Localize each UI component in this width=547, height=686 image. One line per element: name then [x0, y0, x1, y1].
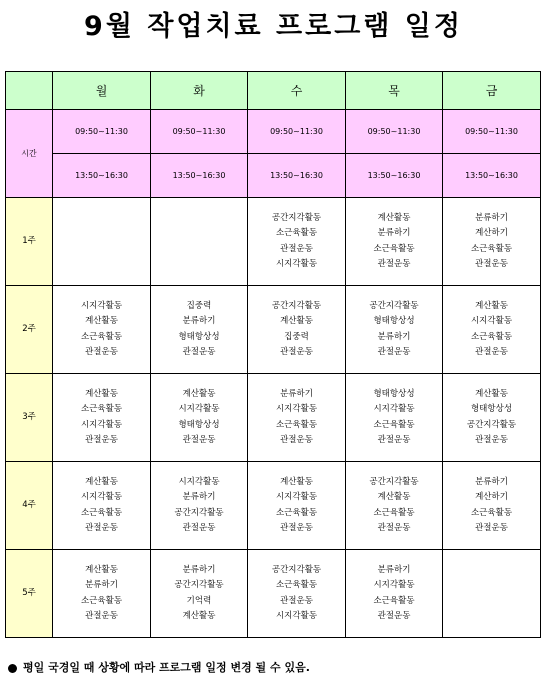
activity-item: 관절운동	[377, 435, 411, 445]
activity-item: 소근육활동	[80, 331, 123, 342]
activity-item: 소근육활동	[470, 507, 513, 518]
activity-item: 분류하기	[182, 316, 216, 326]
activity-item: 소근육활동	[275, 228, 318, 238]
activity-item: 시지각활동	[80, 300, 123, 311]
activity-item: 공간지각활동	[271, 300, 322, 311]
activity-item: 소근육활동	[80, 595, 123, 606]
activity-item: 시지각활동	[275, 492, 318, 502]
day-header-wed: 수	[248, 72, 346, 110]
activity-item: 분류하기	[377, 331, 411, 342]
activity-item: 분류하기	[280, 388, 313, 399]
time-label: 시간	[6, 110, 53, 198]
activity-item: 관절운동	[85, 523, 118, 533]
activity-item: 계산활동	[377, 492, 411, 502]
activity-item: 형태항상성	[373, 388, 415, 399]
activity-item: 분류하기	[377, 564, 411, 575]
schedule-table	[5, 71, 541, 638]
day-header-mon: 월	[53, 72, 151, 110]
activity-item: 시지각활동	[178, 404, 220, 414]
activity-item: 관절운동	[377, 347, 411, 357]
activity-item: 계산하기	[475, 228, 508, 238]
activity-item: 소근육활동	[275, 419, 318, 430]
schedule-cell-wed	[248, 550, 346, 638]
schedule-cell-tue	[151, 374, 248, 462]
activity-item: 관절운동	[475, 347, 508, 357]
schedule-cell-tue	[151, 286, 248, 374]
activity-item: 분류하기	[377, 228, 411, 238]
activity-item: 공간지각활동	[271, 564, 322, 575]
activity-item: 공간지각활동	[174, 580, 224, 590]
time-slot-cell: 13:50~16:30	[346, 154, 443, 198]
week-label: 4주	[6, 462, 53, 550]
activity-item: 관절운동	[280, 347, 313, 357]
activity-item: 관절운동	[85, 435, 118, 445]
activity-item: 소근육활동	[373, 243, 415, 254]
activity-item: 시지각활동	[373, 580, 415, 590]
schedule-cell-wed	[248, 462, 346, 550]
activity-item: 집중력	[186, 300, 212, 311]
day-header-thu: 목	[346, 72, 443, 110]
activity-item: 시지각활동	[80, 419, 123, 430]
activity-item: 소근육활동	[373, 507, 415, 518]
day-header-fri: 금	[443, 72, 541, 110]
schedule-cell-tue	[151, 198, 248, 286]
activity-item: 관절운동	[475, 523, 508, 533]
schedule-cell-mon	[53, 462, 151, 550]
activity-item: 계산활동	[377, 212, 411, 223]
activity-item: 관절운동	[280, 523, 313, 533]
footnote	[8, 659, 310, 675]
time-slot-cell: 09:50~11:30	[151, 110, 248, 154]
week-row	[6, 286, 541, 374]
week-row	[6, 374, 541, 462]
schedule-cell-tue	[151, 550, 248, 638]
activity-item: 형태항상성	[470, 404, 513, 414]
activity-item: 공간지각활동	[174, 507, 224, 518]
schedule-cell-fri	[443, 462, 541, 550]
activity-item: 계산활동	[280, 316, 313, 326]
time-slot-cell: 09:50~11:30	[53, 110, 151, 154]
time-slot-cell: 13:50~16:30	[53, 154, 151, 198]
activity-item: 계산활동	[85, 476, 118, 487]
time-row-morning	[6, 110, 541, 154]
schedule-cell-thu	[346, 550, 443, 638]
activity-item: 계산활동	[182, 388, 216, 399]
activity-item: 소근육활동	[80, 404, 123, 414]
activity-item: 소근육활동	[275, 507, 318, 518]
time-slot-cell: 09:50~11:30	[346, 110, 443, 154]
schedule-cell-fri	[443, 286, 541, 374]
week-row	[6, 198, 541, 286]
activity-item: 계산활동	[475, 300, 508, 311]
schedule-cell-thu	[346, 198, 443, 286]
activity-item: 시지각활동	[80, 492, 123, 502]
schedule-cell-wed	[248, 374, 346, 462]
schedule-cell-fri	[443, 198, 541, 286]
schedule-cell-fri	[443, 550, 541, 638]
activity-item: 계산하기	[475, 492, 508, 502]
time-slot-cell: 13:50~16:30	[248, 154, 346, 198]
activity-item: 시지각활동	[275, 404, 318, 414]
activity-item: 시지각활동	[178, 476, 220, 487]
activity-item: 관절운동	[475, 435, 508, 445]
activity-item: 관절운동	[377, 611, 411, 621]
activity-item: 계산활동	[182, 611, 216, 621]
activity-item: 공간지각활동	[369, 476, 419, 487]
activity-item: 소근육활동	[80, 507, 123, 518]
corner-cell	[6, 72, 53, 110]
activity-item: 관절운동	[85, 347, 118, 357]
time-slot-cell: 09:50~11:30	[248, 110, 346, 154]
activity-item: 소근육활동	[373, 419, 415, 430]
activity-item: 관절운동	[182, 523, 216, 533]
activity-item: 시지각활동	[470, 316, 513, 326]
activity-item: 공간지각활동	[466, 419, 517, 430]
activity-item: 소근육활동	[470, 331, 513, 342]
activity-item: 계산활동	[85, 564, 118, 575]
activity-item: 계산활동	[85, 388, 118, 399]
page-title: 9월 작업치료 프로그램 일정	[84, 11, 463, 42]
time-slot-cell: 13:50~16:30	[443, 154, 541, 198]
week-label: 5주	[6, 550, 53, 638]
activity-item: 공간지각활동	[271, 212, 322, 223]
activity-item: 소근육활동	[275, 580, 318, 590]
week-label: 3주	[6, 374, 53, 462]
week-row	[6, 550, 541, 638]
time-row-afternoon	[6, 154, 541, 198]
activity-item: 관절운동	[182, 435, 216, 445]
activity-item: 형태항상성	[178, 419, 220, 430]
weeks-body	[6, 198, 541, 638]
activity-item: 계산활동	[280, 476, 313, 487]
activity-item: 관절운동	[377, 259, 411, 269]
activity-item: 시지각활동	[275, 611, 318, 621]
schedule-cell-fri	[443, 374, 541, 462]
week-row	[6, 462, 541, 550]
schedule-cell-thu	[346, 374, 443, 462]
activity-item: 관절운동	[475, 259, 508, 269]
schedule-cell-mon	[53, 550, 151, 638]
activity-item: 집중력	[284, 331, 309, 342]
activity-item: 공간지각활동	[369, 300, 419, 311]
bullet-icon	[8, 664, 17, 673]
week-label: 1주	[6, 198, 53, 286]
time-slot-cell: 09:50~11:30	[443, 110, 541, 154]
activity-item: 관절운동	[377, 523, 411, 533]
activity-item: 기억력	[186, 595, 212, 606]
schedule-cell-thu	[346, 462, 443, 550]
activity-item: 분류하기	[85, 580, 118, 590]
activity-item: 분류하기	[475, 476, 508, 487]
schedule-cell-tue	[151, 462, 248, 550]
activity-item: 분류하기	[182, 564, 216, 575]
activity-item: 형태항상성	[373, 316, 415, 326]
activity-item: 관절운동	[280, 243, 313, 254]
time-slot-cell: 13:50~16:30	[151, 154, 248, 198]
activity-item: 관절운동	[85, 611, 118, 621]
schedule-cell-thu	[346, 286, 443, 374]
schedule-cell-wed	[248, 198, 346, 286]
activity-item: 계산활동	[85, 316, 118, 326]
day-header-tue: 화	[151, 72, 248, 110]
activity-item: 계산활동	[475, 388, 508, 399]
activity-item: 시지각활동	[275, 259, 318, 269]
schedule-cell-mon	[53, 286, 151, 374]
activity-item: 소근육활동	[373, 595, 415, 606]
activity-item: 분류하기	[182, 492, 216, 502]
activity-item: 형태항상성	[178, 331, 220, 342]
activity-item: 시지각활동	[373, 404, 415, 414]
activity-item: 관절운동	[182, 347, 216, 357]
day-header-row	[6, 72, 541, 110]
activity-item: 소근육활동	[470, 243, 513, 254]
schedule-cell-wed	[248, 286, 346, 374]
footnote-text: 평일 국경일 때 상황에 따라 프로그램 일정 변경 될 수 있음.	[23, 661, 310, 674]
activity-item: 분류하기	[475, 212, 508, 223]
schedule-cell-mon	[53, 374, 151, 462]
week-label: 2주	[6, 286, 53, 374]
activity-item: 관절운동	[280, 595, 313, 606]
activity-item: 관절운동	[280, 435, 313, 445]
schedule-cell-mon	[53, 198, 151, 286]
